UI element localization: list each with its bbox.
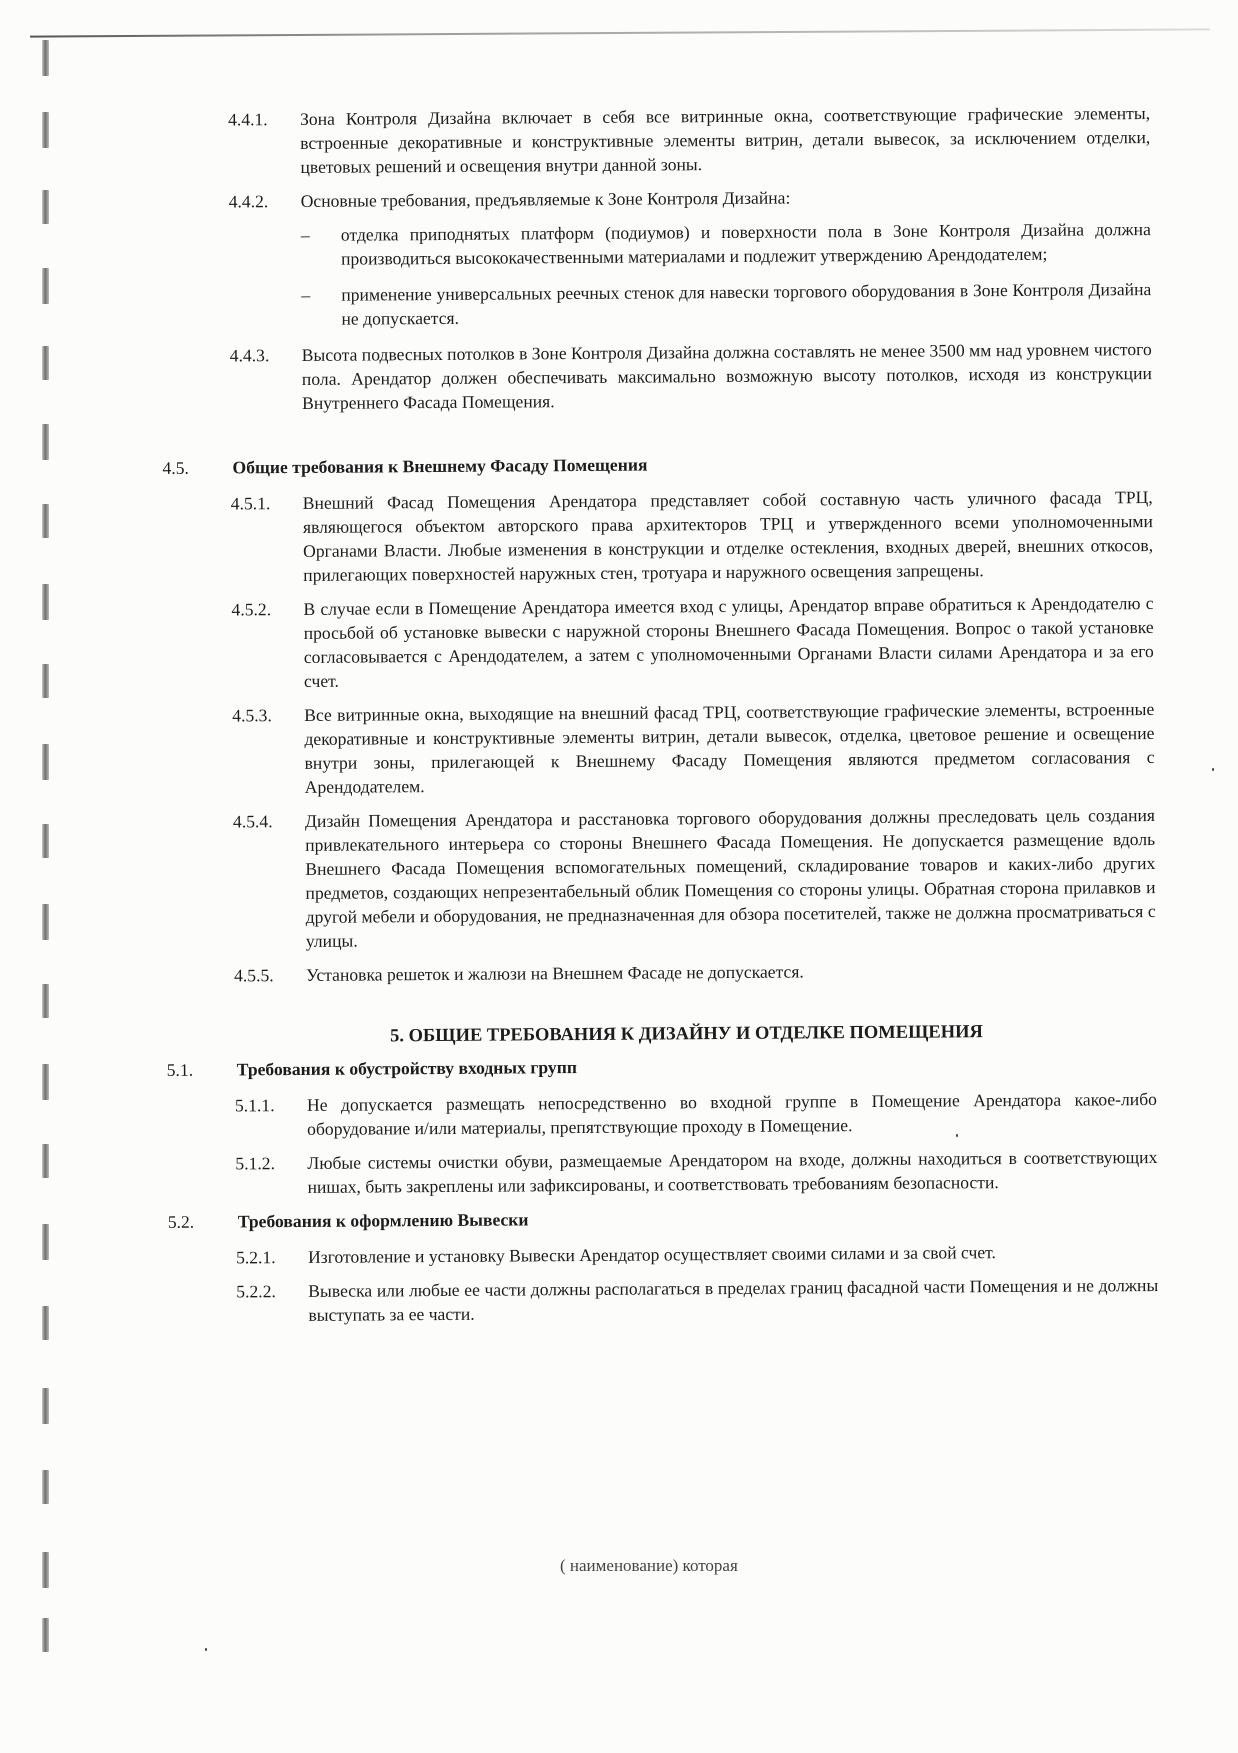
binding-mark [42, 984, 49, 1018]
clause-number: 5.2.1. [235, 1247, 276, 1268]
page-top-edge [30, 28, 1210, 37]
binding-mark [42, 664, 49, 698]
clause-text: Установка решеток и жалюзи на Внешнем Фасаде не допускается. [305, 961, 804, 985]
binding-mark [42, 1470, 49, 1504]
section-title: Требования к оформлению Вывески [237, 1209, 529, 1232]
clause-text: Не допускается размещать непосредственно во входной группе в Помещение Арендатора какое-либо оборудование и/или материалы, препятствующие проходу в Помещение. [306, 1088, 1158, 1139]
bullet-text: применение универсальных реечных стенок для навески торгового оборудования в Зоне Контроля Дизайна не допускается. [341, 279, 1152, 329]
clause-4-4-1 [150, 101, 1150, 180]
cut-off-text-line: ( наименование) которая [560, 1556, 738, 1575]
clause-4-5-2 [153, 591, 1154, 694]
clause-4-4-2 [151, 183, 1151, 214]
clause-5-1-1 [157, 1087, 1157, 1142]
clause-number: 4.5.5. [233, 965, 274, 986]
binding-mark [42, 424, 49, 460]
clause-number: 5.1.2. [235, 1153, 276, 1174]
clause-number: 5.1.1. [234, 1095, 275, 1116]
binding-mark [42, 1306, 49, 1340]
clause-number: 4.4.2. [228, 191, 269, 212]
clause-text: В случае если в Помещение Арендатора имеется вход с улицы, Арендатор вправе обратиться к Арендодателю с просьбой об установке вывески с наружной стороны Внешнего Фасада Помещения. Вопрос о такой установке согласовывается с Арендодателем, а затем с уполномоченными Органами Власти силами Арендатора и за его счет. [303, 593, 1154, 691]
clause-text: Изготовление и установку Вывески Арендатор осуществляет своими силами и за свой счет. [307, 1242, 996, 1267]
bullet-item [151, 217, 1151, 272]
clause-text: Все витринные окна, выходящие на внешний фасад ТРЦ, соответствующие графические элементы, встроенные декоративные и конструктивные элементы витрин, детали вывесок, отделка, цветовое решение и освещение внутри зоны, прилегающей к Внешнему Фасаду Помещения являются предметом согласования с Арендодателем. [304, 699, 1155, 797]
clause-number: 5.2.2. [236, 1281, 276, 1302]
clause-4-4-3 [152, 337, 1152, 416]
scan-speck [205, 1648, 207, 1651]
binding-mark [42, 1388, 49, 1424]
section-5-2-heading [158, 1203, 1158, 1234]
bullet-dash: – [300, 224, 310, 245]
clause-number: 4.5.3. [232, 705, 272, 726]
section-5-1-heading [157, 1051, 1157, 1082]
document-body [150, 101, 1159, 1338]
binding-mark [42, 40, 49, 76]
binding-mark [42, 268, 49, 304]
binding-mark [42, 346, 49, 380]
clause-5-2-1 [158, 1239, 1158, 1270]
bullet-text: отделка приподнятых платформ (подиумов) и поверхности пола в Зоне Контроля Дизайна должна производиться высококачественными материалами и подлежит утверждению Арендодателем; [340, 219, 1151, 269]
clause-number: 4.5.4. [232, 811, 273, 832]
binding-mark [42, 1144, 49, 1178]
section-number: 5.2. [167, 1211, 195, 1232]
clause-5-2-2 [158, 1273, 1158, 1328]
scan-speck [1212, 768, 1214, 771]
clause-text: Высота подвесных потолков в Зоне Контроля Дизайна должна составлять не менее 3500 мм над уровнем чистого пола. Арендатор должен обеспечивать максимально возможную высоту потолков, исходя из конструкции Внутреннего Фасада Помещения. [301, 339, 1152, 413]
section-title: Требования к обустройству входных групп [236, 1057, 577, 1080]
binding-mark [42, 504, 49, 538]
binding-mark [42, 1552, 49, 1588]
bullet-dash: – [301, 284, 311, 305]
binding-mark [42, 1618, 49, 1652]
clause-4-5-5 [156, 957, 1156, 988]
clause-number: 4.5.1. [230, 493, 271, 514]
clause-4-5-3 [154, 697, 1155, 800]
binding-mark [42, 744, 49, 780]
bullet-item [151, 277, 1151, 332]
clause-number: 4.4.1. [228, 109, 268, 130]
binding-mark [42, 824, 49, 858]
clause-text: Дизайн Помещения Арендатора и расстановка торгового оборудования должны преследовать цель создания привлекательного интерьера со стороны Внешнего Фасада Помещения. Не допускается размещение вдоль Внешнего Фасада Помещения вспомогательных помещений, складирование товаров и каких-либо других предметов, создающих непрезентабельный облик Помещения со стороны улицы. Обратная сторона прилавков и другой мебели и оборудования, не предназначенная для обзора посетителей, также не должна просматриваться с улицы. [304, 805, 1156, 951]
clause-4-5-1 [153, 485, 1154, 588]
clause-number: 4.4.3. [229, 345, 270, 366]
clause-text: Вывеска или любые ее части должны располагаться в пределах границ фасадной части Помещения и не должны выступать за ее части. [308, 1274, 1159, 1325]
binding-mark [42, 1224, 49, 1260]
clause-text: Внешний Фасад Помещения Арендатора представляет собой составную часть уличного фасада ТРЦ, являющегося объектом авторского права архитекторов ТРЦ и утвержденного всеми уполномоченными Органами Власти. Любые изменения в конструкции и отделке остекления, входных дверей, внешних откосов, прилегающих поверхностей наружных стен, тротуара и наружного освещения запрещены. [302, 487, 1154, 585]
section-number: 5.1. [166, 1059, 194, 1080]
section-number: 4.5. [162, 457, 189, 478]
binding-mark [42, 190, 49, 224]
chapter-5-heading: 5. ОБЩИЕ ТРЕБОВАНИЯ К ДИЗАЙНУ И ОТДЕЛКЕ ПОМЕЩЕНИЯ [390, 1022, 983, 1047]
section-4-5-heading [152, 449, 1152, 480]
binding-mark [42, 112, 49, 148]
binding-mark [42, 904, 49, 940]
section-title: Общие требования к Внешнему Фасаду Помещения [232, 454, 648, 478]
clause-number: 4.5.2. [231, 599, 272, 620]
clause-text: Любые системы очистки обуви, размещаемые Арендатором на входе, должны находиться в соответствующих нишах, быть закреплены или зафиксированы, и соответствовать требованиям безопасности. [307, 1146, 1158, 1197]
clause-text: Зона Контроля Дизайна включает в себя все витринные окна, соответствующие графические элементы, встроенные декоративные и конструктивные элементы витрин, детали вывесок, за исключением отделки, цветовых решений и освещения внутри данной зоны. [300, 103, 1151, 177]
binding-mark [42, 1064, 49, 1100]
binding-mark [42, 584, 49, 620]
clause-text: Основные требования, предъявляемые к Зоне Контроля Дизайна: [300, 187, 791, 211]
clause-5-1-2 [157, 1145, 1157, 1200]
clause-4-5-4 [155, 803, 1156, 954]
